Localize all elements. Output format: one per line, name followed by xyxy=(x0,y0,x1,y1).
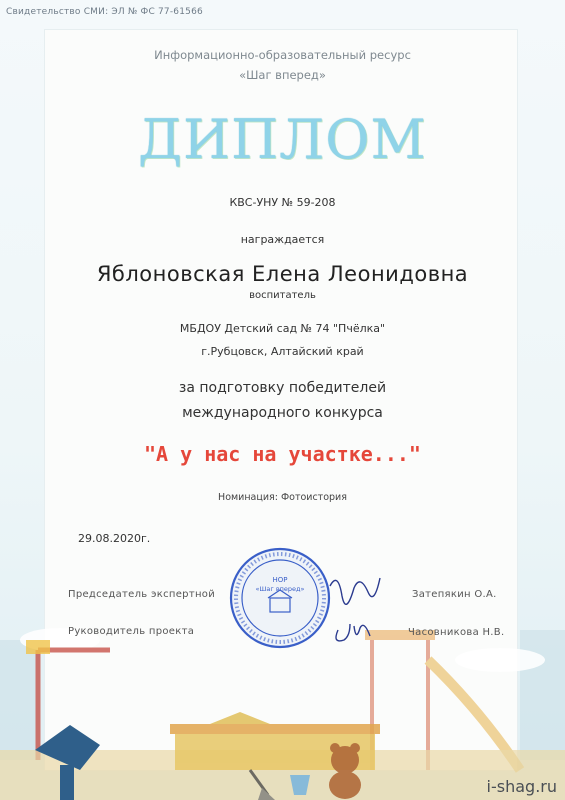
publisher-line-2: «Шаг вперед» xyxy=(239,68,326,82)
nomination: Номинация: Фотоистория xyxy=(218,492,347,503)
reason-line-1: за подготовку победителей xyxy=(178,380,387,396)
publisher-line-1: Информационно-образовательный ресурс xyxy=(154,48,411,62)
awarded-label: награждается xyxy=(240,233,325,246)
contest-name: "А у нас на участке..." xyxy=(144,442,421,466)
manager-title: Руководитель проекта xyxy=(68,626,195,637)
chair-name: Затепякин О.А. xyxy=(412,589,497,600)
stamp-line-1: НОР xyxy=(272,576,288,584)
chair-title: Председатель экспертной xyxy=(68,589,216,600)
handwritten-signature xyxy=(320,566,392,650)
organization: МБДОУ Детский сад № 74 "Пчёлка" xyxy=(179,322,386,335)
official-stamp xyxy=(228,546,332,650)
media-registration-note: Свидетельство СМИ: ЭЛ № ФС 77-61566 xyxy=(6,7,203,17)
diploma-number: КВС-УНУ № 59-208 xyxy=(229,196,336,209)
reason-line-2: международного конкурса xyxy=(182,405,383,421)
stamp-line-2: «Шаг вперед» xyxy=(255,585,305,593)
manager-name: Часовникова Н.В. xyxy=(408,627,505,638)
location: г.Рубцовск, Алтайский край xyxy=(201,345,364,358)
site-watermark: i-shag.ru xyxy=(486,777,557,796)
recipient-position: воспитатель xyxy=(249,290,316,301)
recipient-name: Яблоновская Елена Леонидовна xyxy=(96,262,469,286)
issue-date: 29.08.2020г. xyxy=(78,532,151,545)
diploma-title: ДИПЛОМ xyxy=(138,108,427,171)
